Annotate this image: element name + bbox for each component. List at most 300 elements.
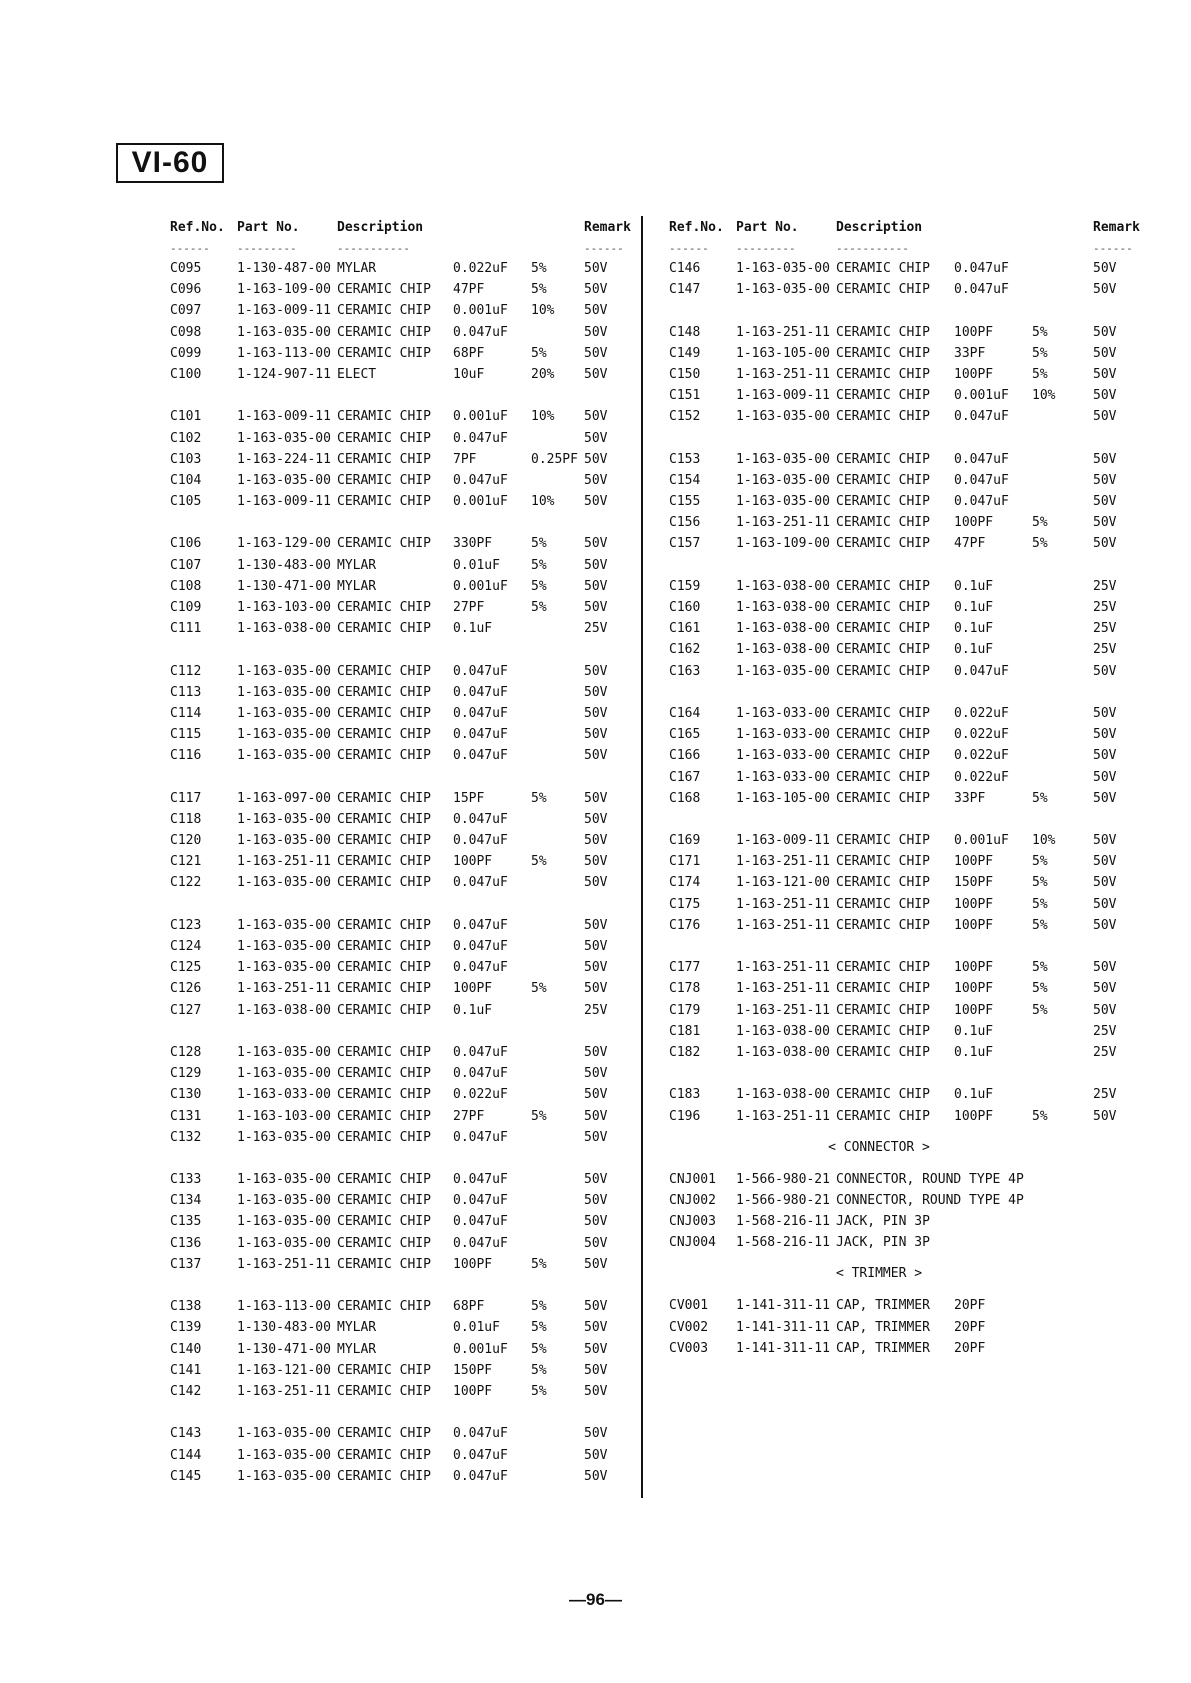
parts-row (669, 957, 1139, 978)
ref-no: C107 (170, 557, 202, 573)
ref-no: C115 (170, 727, 202, 743)
value: 68PF (453, 1299, 485, 1315)
description: CERAMIC CHIP (836, 621, 930, 637)
parts-row (170, 1254, 630, 1275)
part-no: 1-163-035-00 (736, 409, 830, 425)
ref-no: C111 (170, 621, 202, 637)
remark: 50V (584, 1214, 608, 1230)
description: CERAMIC CHIP (337, 345, 431, 361)
tolerance: 10% (1032, 833, 1056, 849)
parts-row (669, 703, 1139, 724)
value: 0.047uF (453, 917, 508, 933)
description: CERAMIC CHIP (836, 981, 930, 997)
description: CERAMIC CHIP (337, 663, 431, 679)
ref-no: C171 (669, 854, 701, 870)
part-no: 1-163-038-00 (736, 1023, 830, 1039)
parts-row (669, 788, 1139, 809)
parts-row (170, 576, 630, 597)
description: CERAMIC CHIP (337, 472, 431, 488)
parts-row (170, 618, 630, 639)
parts-row (170, 1063, 630, 1084)
value: 150PF (954, 875, 994, 891)
parts-row (669, 1338, 1139, 1359)
remark: 50V (1093, 896, 1117, 912)
part-no: 1-163-009-11 (237, 494, 331, 510)
remark: 50V (1093, 769, 1117, 785)
description: CONNECTOR, ROUND TYPE 4P (836, 1192, 1024, 1208)
tolerance: 5% (531, 578, 547, 594)
description: CERAMIC CHIP (836, 1044, 930, 1060)
tolerance: 10% (1032, 388, 1056, 404)
ref-no: C151 (669, 388, 701, 404)
ref-no: C147 (669, 282, 701, 298)
tolerance: 10% (531, 303, 555, 319)
description: CERAMIC CHIP (836, 769, 930, 785)
value: 0.047uF (453, 705, 508, 721)
part-no: 1-163-033-00 (736, 769, 830, 785)
remark: 50V (584, 939, 608, 954)
ref-no: C179 (669, 1002, 701, 1018)
remark: 50V (584, 705, 608, 721)
parts-row (669, 1232, 1139, 1253)
value: 0.001uF (954, 833, 1009, 849)
column-divider (641, 216, 643, 1498)
value: 100PF (954, 324, 994, 340)
remark: 50V (1093, 324, 1117, 340)
tolerance: 5% (531, 1108, 547, 1124)
parts-row (669, 470, 1139, 491)
row-spacer (170, 639, 630, 660)
value: 47PF (954, 536, 986, 552)
value: 0.022uF (954, 769, 1009, 785)
part-no: 1-163-251-11 (736, 896, 830, 912)
remark: 50V (584, 663, 608, 679)
value: 100PF (954, 366, 994, 382)
part-no: 1-163-035-00 (237, 1468, 331, 1484)
remark: 50V (1093, 366, 1117, 382)
tolerance: 5% (1032, 345, 1048, 361)
description: CERAMIC CHIP (337, 833, 431, 849)
ref-no: C144 (170, 1447, 202, 1463)
ref-no: CV003 (669, 1340, 709, 1356)
remark: 25V (1093, 642, 1117, 658)
remark: 50V (584, 430, 608, 446)
ref-no: C123 (170, 917, 202, 933)
part-no: 1-163-251-11 (736, 515, 830, 531)
remark: 50V (1093, 981, 1117, 997)
remark: 50V (584, 1341, 608, 1357)
remark-underline: ------ (1093, 242, 1133, 255)
parts-row (669, 1190, 1139, 1211)
section-title: < CONNECTOR > (828, 1139, 930, 1155)
parts-row (669, 1084, 1139, 1105)
row-spacer (170, 1275, 630, 1296)
description: CERAMIC CHIP (337, 1256, 431, 1272)
remark: 50V (584, 282, 608, 298)
parts-row (170, 364, 630, 385)
part-no: 1-163-035-00 (237, 833, 331, 849)
remark: 50V (584, 790, 608, 806)
remark: 50V (584, 451, 608, 467)
remark: 50V (584, 981, 608, 997)
parts-row (170, 279, 630, 300)
value: 0.047uF (453, 663, 508, 679)
ref-no: C128 (170, 1044, 202, 1060)
ref-no: C133 (170, 1172, 202, 1188)
row-spacer (669, 1063, 1139, 1084)
part-no: 1-163-035-00 (237, 811, 331, 827)
ref-no: C136 (170, 1235, 202, 1251)
ref-no: C113 (170, 684, 202, 700)
ref-no: CNJ003 (669, 1214, 716, 1230)
remark: 25V (584, 1002, 608, 1018)
description: CERAMIC CHIP (836, 515, 930, 531)
ref-no: CNJ002 (669, 1192, 716, 1208)
parts-row (669, 322, 1139, 343)
ref-no: C135 (170, 1214, 202, 1230)
remark: 50V (584, 1320, 608, 1336)
part-no: 1-163-035-00 (237, 472, 331, 488)
parts-row (170, 533, 630, 554)
value: 15PF (453, 790, 485, 806)
parts-row (669, 406, 1139, 427)
remark: 50V (1093, 409, 1117, 425)
ref-no: C140 (170, 1341, 202, 1357)
part-no: 1-163-035-00 (237, 1447, 331, 1463)
value: 0.047uF (453, 1214, 508, 1230)
tolerance: 5% (1032, 960, 1048, 976)
description: CERAMIC CHIP (337, 981, 431, 997)
parts-row (669, 872, 1139, 893)
value: 100PF (954, 1002, 994, 1018)
part-no: 1-163-035-00 (237, 1066, 331, 1082)
remark: 50V (584, 1129, 608, 1145)
description: CERAMIC CHIP (337, 917, 431, 933)
part-no: 1-163-103-00 (237, 1108, 331, 1124)
remark-underline: ------ (584, 242, 624, 255)
remark: 50V (584, 261, 608, 276)
part-no: 1-163-105-00 (736, 345, 830, 361)
description: CERAMIC CHIP (836, 366, 930, 382)
tolerance: 5% (531, 261, 547, 276)
description: CERAMIC CHIP (337, 1235, 431, 1251)
value: 0.1uF (954, 578, 994, 594)
parts-row (669, 449, 1139, 470)
ref-no: C177 (669, 960, 701, 976)
ref-no: C160 (669, 600, 701, 615)
ref-no: C098 (170, 324, 202, 340)
remark: 50V (1093, 1002, 1117, 1018)
part-no: 1-163-035-00 (237, 430, 331, 446)
remark: 50V (1093, 875, 1117, 891)
ref-no: C104 (170, 472, 202, 488)
part-no: 1-163-035-00 (237, 917, 331, 933)
tolerance: 5% (531, 345, 547, 361)
desc-underline: ----------- (836, 242, 909, 255)
parts-row (170, 470, 630, 491)
ref-no: C164 (669, 705, 701, 721)
description: CERAMIC CHIP (337, 451, 431, 467)
part-no: 1-163-035-00 (237, 1044, 331, 1060)
value: 0.047uF (453, 1468, 508, 1484)
ref-no: C141 (170, 1362, 202, 1378)
description: CERAMIC CHIP (337, 1129, 431, 1145)
ref-no: C125 (170, 960, 202, 976)
parts-row (170, 936, 630, 957)
value: 0.047uF (453, 811, 508, 827)
value: 0.047uF (453, 430, 508, 446)
remark: 50V (1093, 854, 1117, 870)
parts-list-left (170, 220, 630, 1487)
description: CERAMIC CHIP (337, 409, 431, 425)
ref-no: C156 (669, 515, 701, 531)
remark: 50V (584, 1044, 608, 1060)
description: CERAMIC CHIP (836, 324, 930, 340)
value: 0.047uF (453, 324, 508, 340)
part-no: 1-568-216-11 (736, 1235, 830, 1251)
ref-no: C134 (170, 1193, 202, 1209)
part-no: 1-568-216-11 (736, 1214, 830, 1230)
ref-no: C163 (669, 663, 701, 679)
part-no: 1-163-103-00 (237, 600, 331, 615)
remark: 50V (584, 1066, 608, 1082)
value: 20PF (954, 1340, 986, 1356)
description: CERAMIC CHIP (836, 600, 930, 615)
description: CERAMIC CHIP (337, 1383, 431, 1399)
parts-row (669, 618, 1139, 639)
value: 0.001uF (453, 409, 508, 425)
parts-row (669, 1295, 1139, 1316)
parts-row (170, 830, 630, 851)
part-no: 1-124-907-11 (237, 366, 331, 382)
parts-row (170, 322, 630, 343)
value: 0.047uF (453, 1172, 508, 1188)
parts-row (669, 1169, 1139, 1190)
description: CAP, TRIMMER (836, 1298, 930, 1314)
parts-row (669, 745, 1139, 766)
parts-row (170, 300, 630, 321)
remark: 50V (584, 600, 608, 615)
value: 0.001uF (453, 578, 508, 594)
ref-no: C137 (170, 1256, 202, 1272)
value: 0.001uF (453, 494, 508, 510)
ref-no: C103 (170, 451, 202, 467)
description: CERAMIC CHIP (337, 621, 431, 637)
description: CERAMIC CHIP (836, 642, 930, 658)
header-part: Part No. (736, 220, 799, 235)
remark: 50V (1093, 748, 1117, 764)
tolerance: 5% (531, 557, 547, 573)
parts-row (170, 1106, 630, 1127)
tolerance: 5% (1032, 790, 1048, 806)
description: CERAMIC CHIP (337, 1362, 431, 1378)
parts-row (170, 449, 630, 470)
parts-row (669, 767, 1139, 788)
remark: 25V (1093, 600, 1117, 615)
value: 0.022uF (954, 748, 1009, 764)
description: CERAMIC CHIP (337, 324, 431, 340)
tolerance: 5% (1032, 366, 1048, 382)
header-ref: Ref.No. (170, 220, 225, 235)
parts-row (170, 597, 630, 618)
parts-row (170, 1211, 630, 1232)
description: CERAMIC CHIP (836, 494, 930, 510)
description: CERAMIC CHIP (337, 854, 431, 870)
header-desc: Description (337, 220, 424, 235)
remark: 50V (584, 1172, 608, 1188)
description: CERAMIC CHIP (836, 833, 930, 849)
parts-row (170, 1000, 630, 1021)
remark: 50V (584, 536, 608, 552)
remark: 50V (584, 324, 608, 340)
ref-no: C132 (170, 1129, 202, 1145)
description: CERAMIC CHIP (836, 282, 930, 298)
parts-row (669, 491, 1139, 512)
part-no: 1-163-224-11 (237, 451, 331, 467)
ref-no: C109 (170, 600, 202, 615)
ref-no: C148 (669, 324, 701, 340)
parts-row (170, 703, 630, 724)
remark: 50V (1093, 790, 1117, 806)
remark: 50V (1093, 705, 1117, 721)
header-part: Part No. (237, 220, 300, 235)
remark: 50V (1093, 917, 1117, 933)
parts-row (669, 1317, 1139, 1338)
description: CERAMIC CHIP (836, 409, 930, 425)
parts-row (170, 1445, 630, 1466)
remark: 50V (1093, 494, 1117, 510)
value: 33PF (954, 345, 986, 361)
ref-no: C138 (170, 1299, 202, 1315)
parts-row (669, 1000, 1139, 1021)
part-no: 1-163-251-11 (736, 960, 830, 976)
tolerance: 5% (531, 1320, 547, 1336)
part-no: 1-163-251-11 (736, 1108, 830, 1124)
value: 0.047uF (453, 960, 508, 976)
tolerance: 5% (1032, 917, 1048, 933)
description: CERAMIC CHIP (337, 1002, 431, 1018)
description: CERAMIC CHIP (337, 1193, 431, 1209)
description: CERAMIC CHIP (337, 960, 431, 976)
ref-no: C143 (170, 1426, 202, 1442)
part-no: 1-163-035-00 (237, 1193, 331, 1209)
remark: 50V (584, 303, 608, 319)
parts-row (170, 978, 630, 999)
part-no: 1-163-035-00 (237, 939, 331, 954)
row-spacer (170, 1148, 630, 1169)
remark: 50V (1093, 451, 1117, 467)
ref-no: C142 (170, 1383, 202, 1399)
ref-no: C124 (170, 939, 202, 954)
value: 0.047uF (453, 875, 508, 891)
row-spacer (669, 428, 1139, 449)
remark: 50V (584, 494, 608, 510)
parts-row (170, 1127, 630, 1148)
ref-no: C114 (170, 705, 202, 721)
description: JACK, PIN 3P (836, 1214, 930, 1230)
remark: 50V (1093, 1108, 1117, 1124)
description: CAP, TRIMMER (836, 1319, 930, 1335)
description: CERAMIC CHIP (836, 875, 930, 891)
row-spacer (669, 936, 1139, 957)
ref-no: C117 (170, 790, 202, 806)
part-no: 1-163-035-00 (736, 472, 830, 488)
ref-no: C120 (170, 833, 202, 849)
ref-no: C159 (669, 578, 701, 594)
description: CERAMIC CHIP (337, 282, 431, 298)
description: CERAMIC CHIP (836, 727, 930, 743)
value: 100PF (954, 1108, 994, 1124)
remark: 50V (584, 854, 608, 870)
part-underline: --------- (237, 242, 297, 255)
description: CAP, TRIMMER (836, 1340, 930, 1356)
part-no: 1-163-035-00 (237, 1235, 331, 1251)
value: 0.047uF (453, 939, 508, 954)
description: CERAMIC CHIP (337, 748, 431, 764)
value: 27PF (453, 1108, 485, 1124)
part-no: 1-163-121-00 (736, 875, 830, 891)
remark: 50V (1093, 282, 1117, 298)
left-rows (170, 258, 630, 1487)
description: CERAMIC CHIP (836, 536, 930, 552)
ref-no: C153 (669, 451, 701, 467)
tolerance: 20% (531, 366, 555, 382)
remark: 50V (584, 960, 608, 976)
row-spacer (170, 894, 630, 915)
ref-no: C099 (170, 345, 202, 361)
description: CERAMIC CHIP (337, 790, 431, 806)
tolerance: 5% (531, 1299, 547, 1315)
part-no: 1-163-251-11 (237, 854, 331, 870)
value: 0.1uF (453, 1002, 493, 1018)
parts-row (669, 533, 1139, 554)
tolerance: 10% (531, 409, 555, 425)
part-no: 1-163-035-00 (237, 324, 331, 340)
tolerance: 5% (1032, 854, 1048, 870)
part-no: 1-163-097-00 (237, 790, 331, 806)
part-no: 1-163-251-11 (736, 854, 830, 870)
ref-no: C102 (170, 430, 202, 446)
value: 0.047uF (453, 1193, 508, 1209)
description: CERAMIC CHIP (337, 684, 431, 700)
description: CERAMIC CHIP (836, 388, 930, 404)
part-no: 1-163-251-11 (736, 917, 830, 933)
description: MYLAR (337, 261, 377, 276)
ref-no: C154 (669, 472, 701, 488)
parts-row (170, 1339, 630, 1360)
right-rows (669, 258, 1139, 1359)
ref-no: C157 (669, 536, 701, 552)
part-no: 1-566-980-21 (736, 1192, 830, 1208)
part-no: 1-163-035-00 (736, 282, 830, 298)
remark: 50V (584, 1193, 608, 1209)
remark: 50V (1093, 472, 1117, 488)
remark: 50V (584, 684, 608, 700)
description: CERAMIC CHIP (836, 705, 930, 721)
ref-no: C155 (669, 494, 701, 510)
tolerance: 5% (531, 981, 547, 997)
part-no: 1-163-251-11 (736, 366, 830, 382)
value: 0.047uF (954, 451, 1009, 467)
description: CERAMIC CHIP (337, 727, 431, 743)
parts-row (669, 512, 1139, 533)
parts-row (170, 788, 630, 809)
part-no: 1-163-038-00 (736, 621, 830, 637)
part-no: 1-163-033-00 (736, 748, 830, 764)
ref-no: C152 (669, 409, 701, 425)
part-no: 1-163-109-00 (736, 536, 830, 552)
remark: 50V (584, 1108, 608, 1124)
